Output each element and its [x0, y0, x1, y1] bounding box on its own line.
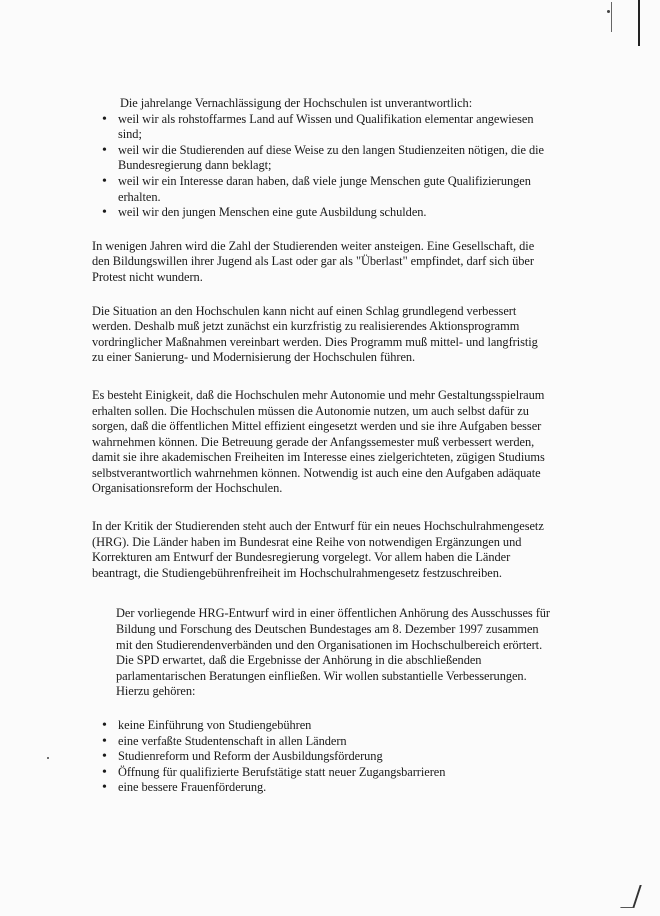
paragraph: In der Kritik der Studierenden steht auch der Entwurf für ein neues Hochschulrahmengesetz (HRG). Die Länder haben im Bundesrat eine Reihe von notwendigen Ergänzungen und Korrekturen am Entwurf der Bundesregierung vorgelegt. Vor allem haben die Länder beantragt, die Studiengebührenfreiheit im Hochschulrahmengesetz festzuschreiben. [92, 519, 544, 580]
document-body [92, 96, 552, 796]
reasons-list [92, 112, 552, 221]
scan-edge-mark [611, 2, 622, 32]
scan-speck [607, 10, 610, 13]
list-item: • weil wir ein Interesse daran haben, daß viele junge Menschen gute Qualifizierungen erhalten. [92, 174, 552, 205]
scan-edge-mark [638, 0, 640, 46]
list-item: • Öffnung für qualifizierte Berufstätige statt neuer Zugangsbarrieren [92, 765, 552, 781]
list-item: • weil wir die Studierenden auf diese Weise zu den langen Studienzeiten nötigen, die die Bundesregierung dann beklagt; [92, 143, 552, 174]
list-item: • weil wir als rohstoffarmes Land auf Wissen und Qualifikation elementar angewiesen sind; [92, 112, 552, 143]
scan-speck [47, 757, 49, 759]
intro-line: Die jahrelange Vernachlässigung der Hochschulen ist unverantwortlich: [120, 96, 473, 110]
list-item: • eine bessere Frauenförderung. [92, 780, 552, 796]
paragraph: In wenigen Jahren wird die Zahl der Studierenden weiter ansteigen. Eine Gesellschaft, die den Bildungswillen ihrer Jugend als Last oder gar als "Überlast" empfindet, darf sich über Protest nicht wundern. [92, 238, 535, 284]
paragraph: Es besteht Einigkeit, daß die Hochschulen mehr Autonomie und mehr Gestaltungsspielraum erhalten sollen. Die Hochschulen müssen die Autonomie nutzen, um auch selbst dafür zu sorgen, daß die öffentlichen Mittel effizient eingesetzt werden und sie ihre Aufgaben besser wahrnehmen können. Die Betreuung gerade der Anfangssemester muß verbessert werden, damit sie ihre akademischen Freiheiten im Interesse eines zielgerichteten, zügigen Studiums selbstverantwortlich wahrnehmen können. Notwendig ist auch eine den Aufgaben adäquate Organisationsreform der Hochschulen. [92, 387, 545, 496]
paragraph: Die Situation an den Hochschulen kann nicht auf einen Schlag grundlegend verbessert werden. Deshalb muß jetzt zunächst ein kurzfristig zu realisierendes Aktionsprogramm vordringlicher Maßnahmen vereinbart werden. Dies Programm muß mittel- und langfristig zu einer Sanierung- und Modernisierung der Hochschulen führen. [92, 303, 538, 365]
paragraph: Der vorliegende HRG-Entwurf wird in einer öffentlichen Anhörung des Ausschusses für Bildung und Forschung des Deutschen Bundestages am 8. Dezember 1997 zusammen mit den Studierendenverbänden und den Organisationen im Hochschulbereich erörtert. Die SPD erwartet, daß die Ergebnisse der Anhörung in die abschließenden parlamentarischen Beratungen einfließen. Wir wollen substantielle Verbesserungen. Hierzu gehören: [116, 606, 551, 699]
list-item: • eine verfaßte Studentenschaft in allen Ländern [92, 734, 552, 750]
list-item: • weil wir den jungen Menschen eine gute Ausbildung schulden. [92, 205, 552, 221]
demands-list [92, 718, 552, 796]
scan-edge-mark [620, 885, 641, 908]
list-item: • keine Einführung von Studiengebühren [92, 718, 552, 734]
list-item: • Studienreform und Reform der Ausbildungsförderung [92, 749, 552, 765]
